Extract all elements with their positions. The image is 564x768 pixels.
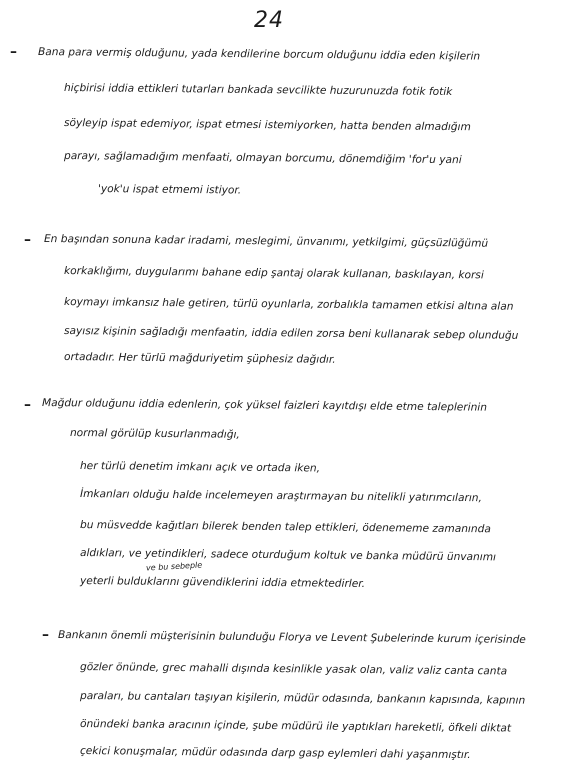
- paragraph-3-line-4: İmkanları olduğu halde incelemeyen araştırmayan bu nitelikli yatırımcıların,: [79, 488, 482, 505]
- paragraph-1-line-4: parayı, sağlamadığım menfaati, olmayan borcumu, dönemdiğim 'for'u yani: [63, 150, 462, 167]
- paragraph-1-line-1: Bana para vermiş olduğunu, yada kendilerine borcum olduğunu iddia eden kişilerin: [37, 46, 481, 63]
- paragraph-4-line-4: önündeki banka aracının içinde, şube müdürü ile yaptıkları hareketli, öfkeli diktat: [79, 718, 512, 735]
- paragraph-1-dash: –: [10, 44, 17, 60]
- paragraph-3-line-2: normal görülüp kusurlanmadığı,: [69, 427, 240, 441]
- paragraph-2-line-4: sayısız kişinin sağladığı menfaatin, iddia edilen zorsa beni kullanarak sebep olunduğu: [63, 325, 519, 342]
- paragraph-3-line-1: Mağdur olduğunu iddia edenlerin, çok yüksel faizleri kayıtdışı elde etme taleplerinin: [41, 397, 488, 414]
- paragraph-4-line-3: paraları, bu cantaları taşıyan kişilerin, müdür odasında, bankanın kapısında, kapının: [79, 690, 526, 707]
- paragraph-4-dash: –: [42, 627, 49, 643]
- paragraph-1-line-3: söyleyip ispat edemiyor, ispat etmesi istemiyorken, hatta benden almadığım: [63, 117, 471, 134]
- paragraph-2-line-5: ortadadır. Her türlü mağduriyetim şüphesiz dağıdır.: [63, 351, 336, 366]
- paragraph-3-line-5: bu müsvedde kağıtları bilerek benden talep ettikleri, ödenememe zamanında: [79, 519, 491, 536]
- paragraph-3-line-6: aldıkları, ve yetindikleri, sadece oturduğum koltuk ve banka müdürü ünvanımı: [79, 547, 497, 564]
- paragraph-2-dash: –: [24, 232, 31, 248]
- paragraph-3-dash: –: [24, 397, 31, 413]
- paragraph-4-line-2: gözler önünde, grec mahalli dışında kesinlikle yasak olan, valiz valiz canta canta: [79, 661, 508, 678]
- paragraph-1-line-5: 'yok'u ispat etmemi istiyor.: [97, 183, 242, 197]
- paragraph-3-line-7: yeterli bulduklarını güvendiklerini iddia etmektedirler.: [79, 575, 366, 590]
- paragraph-2-line-2: korkaklığımı, duygularımı bahane edip şantaj olarak kullanan, baskılayan, korsi: [63, 265, 484, 282]
- paragraph-4-line-5: çekici konuşmalar, müdür odasında darp gasp eylemleri dahi yaşanmıştır.: [79, 745, 471, 762]
- paragraph-2-line-1: En başından sonuna kadar iradami, meslegimi, ünvanımı, yetkilgimi, güçsüzlüğümü: [43, 233, 489, 250]
- page-number: 24: [254, 8, 284, 33]
- paragraph-4-line-1: Bankanın önemli müşterisinin bulunduğu Florya ve Levent Şubelerinde kurum içerisinde: [57, 629, 526, 646]
- paragraph-3-line-3: her türlü denetim imkanı açık ve ortada iken,: [79, 460, 321, 475]
- paragraph-1-line-2: hiçbirisi iddia ettikleri tutarları bankada sevcilikte huzurunuzda fotik fotik: [63, 82, 453, 99]
- paragraph-2-line-3: koymayı imkansız hale getiren, türlü oyunlarla, zorbalıkla tamamen etkisi altına alan: [63, 296, 514, 313]
- paragraph-3-insertion: ve bu sebeple: [145, 560, 203, 573]
